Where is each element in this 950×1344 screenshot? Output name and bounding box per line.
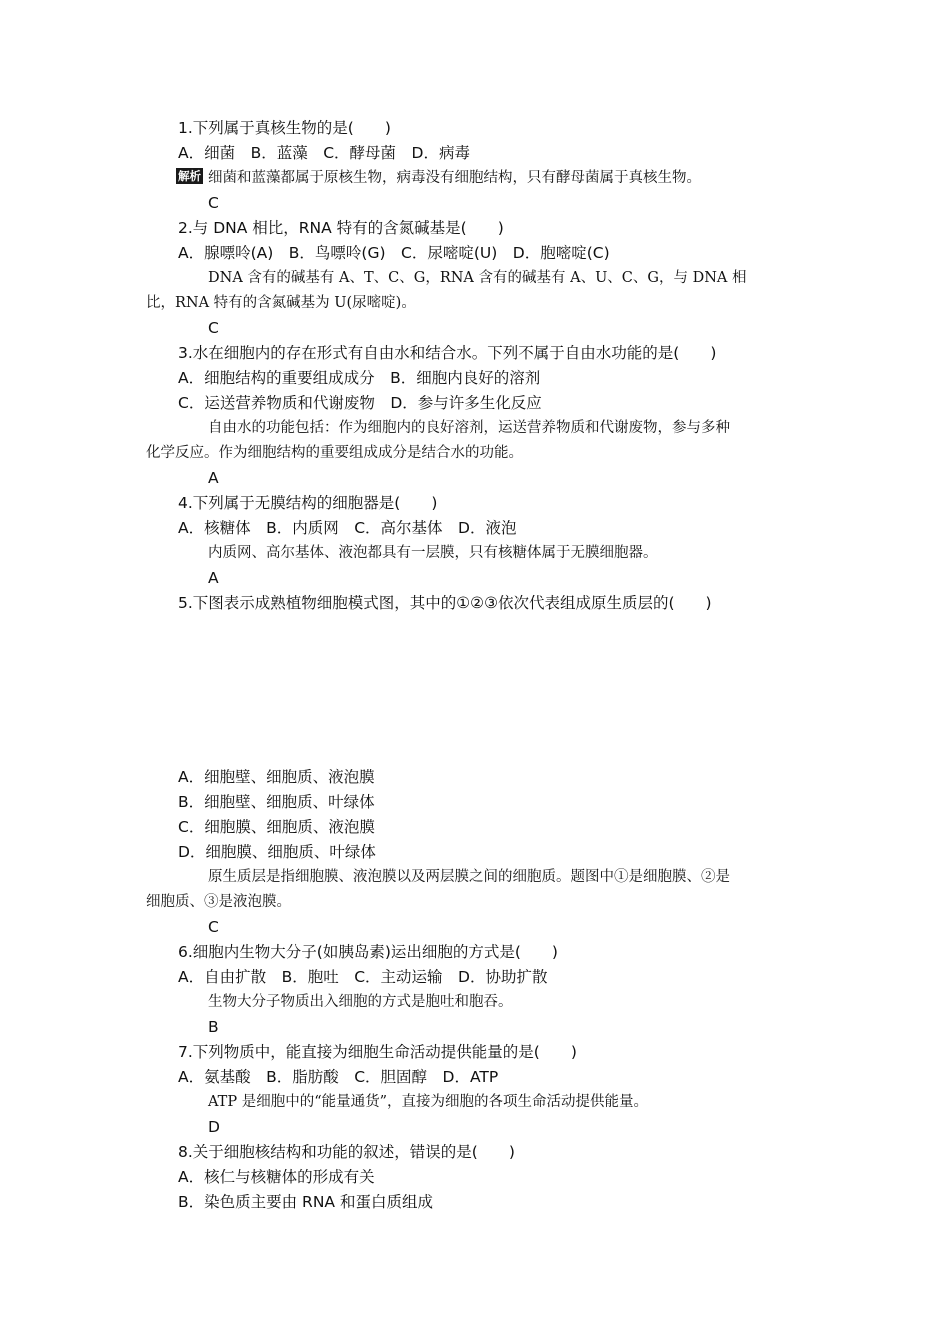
q3-stem: 3.水在细胞内的存在形式有自由水和结合水。下列不属于自由水功能的是( ): [178, 344, 717, 362]
q4-explanation: 内质网、高尔基体、液泡都具有一层膜，只有核糖体属于无膜细胞器。: [208, 545, 658, 561]
q7-answer: D: [208, 1118, 220, 1136]
q5-option-a: A．细胞壁、细胞质、液泡膜: [178, 768, 375, 786]
q3-explanation-line-2: 化学反应。作为细胞结构的重要组成成分是结合水的功能。: [146, 445, 523, 461]
analysis-badge: 解析: [178, 169, 201, 183]
q2-explanation-line-1: DNA 含有的碱基有 A、T、C、G，RNA 含有的碱基有 A、U、C、G，与 DNA 相: [208, 270, 747, 286]
q3-answer: A: [208, 469, 219, 487]
q4-options: A．核糖体 B．内质网 C．高尔基体 D．液泡: [178, 519, 517, 537]
q8-option-a: A．核仁与核糖体的形成有关: [178, 1168, 375, 1186]
q8-option-b: B．染色质主要由 RNA 和蛋白质组成: [178, 1193, 433, 1211]
q3-explanation-line-1: 自由水的功能包括：作为细胞内的良好溶剂，运送营养物质和代谢废物，参与多种: [208, 420, 730, 436]
q3-options-line-2: C．运送营养物质和代谢废物 D．参与许多生化反应: [178, 394, 542, 412]
q7-explanation: ATP 是细胞中的“能量通货”，直接为细胞的各项生命活动提供能量。: [208, 1094, 649, 1110]
q6-stem: 6.细胞内生物大分子(如胰岛素)运出细胞的方式是( ): [178, 943, 558, 961]
q3-options-line-1: A．细胞结构的重要组成成分 B．细胞内良好的溶剂: [178, 369, 541, 387]
q2-stem: 2.与 DNA 相比，RNA 特有的含氮碱基是( ): [178, 219, 504, 237]
q6-answer: B: [208, 1018, 219, 1036]
q5-option-b: B．细胞壁、细胞质、叶绿体: [178, 793, 375, 811]
cell-figure-area: [178, 620, 778, 755]
q6-options: A．自由扩散 B．胞吐 C．主动运输 D．协助扩散: [178, 968, 548, 986]
q5-stem: 5.下图表示成熟植物细胞模式图，其中的①②③依次代表组成原生质层的( ): [178, 594, 712, 612]
q6-explanation: 生物大分子物质出入细胞的方式是胞吐和胞吞。: [208, 994, 513, 1010]
q1-stem: 1.下列属于真核生物的是( ): [178, 119, 391, 137]
q4-stem: 4.下列属于无膜结构的细胞器是( ): [178, 494, 438, 512]
q2-answer: C: [208, 319, 219, 337]
q5-explanation-line-1: 原生质层是指细胞膜、液泡膜以及两层膜之间的细胞质。题图中①是细胞膜、②是: [208, 869, 730, 885]
q4-answer: A: [208, 569, 219, 587]
q7-stem: 7.下列物质中，能直接为细胞生命活动提供能量的是( ): [178, 1043, 577, 1061]
q2-explanation-line-2: 比，RNA 特有的含氮碱基为 U(尿嘧啶)。: [146, 295, 416, 311]
q2-options: A．腺嘌呤(A) B．鸟嘌呤(G) C．尿嘧啶(U) D．胞嘧啶(C): [178, 244, 610, 262]
q5-explanation-line-2: 细胞质、③是液泡膜。: [146, 894, 291, 910]
q1-options: A．细菌 B．蓝藻 C．酵母菌 D．病毒: [178, 144, 470, 162]
q5-option-c: C．细胞膜、细胞质、液泡膜: [178, 818, 375, 836]
q8-stem: 8.关于细胞核结构和功能的叙述，错误的是( ): [178, 1143, 515, 1161]
q7-options: A．氨基酸 B．脂肪酸 C．胆固醇 D．ATP: [178, 1068, 499, 1086]
q1-explanation: 细菌和蓝藻都属于原核生物，病毒没有细胞结构，只有酵母菌属于真核生物。: [208, 170, 701, 186]
q1-answer: C: [208, 194, 219, 212]
q5-option-d: D．细胞膜、细胞质、叶绿体: [178, 843, 376, 861]
q5-answer: C: [208, 918, 219, 936]
